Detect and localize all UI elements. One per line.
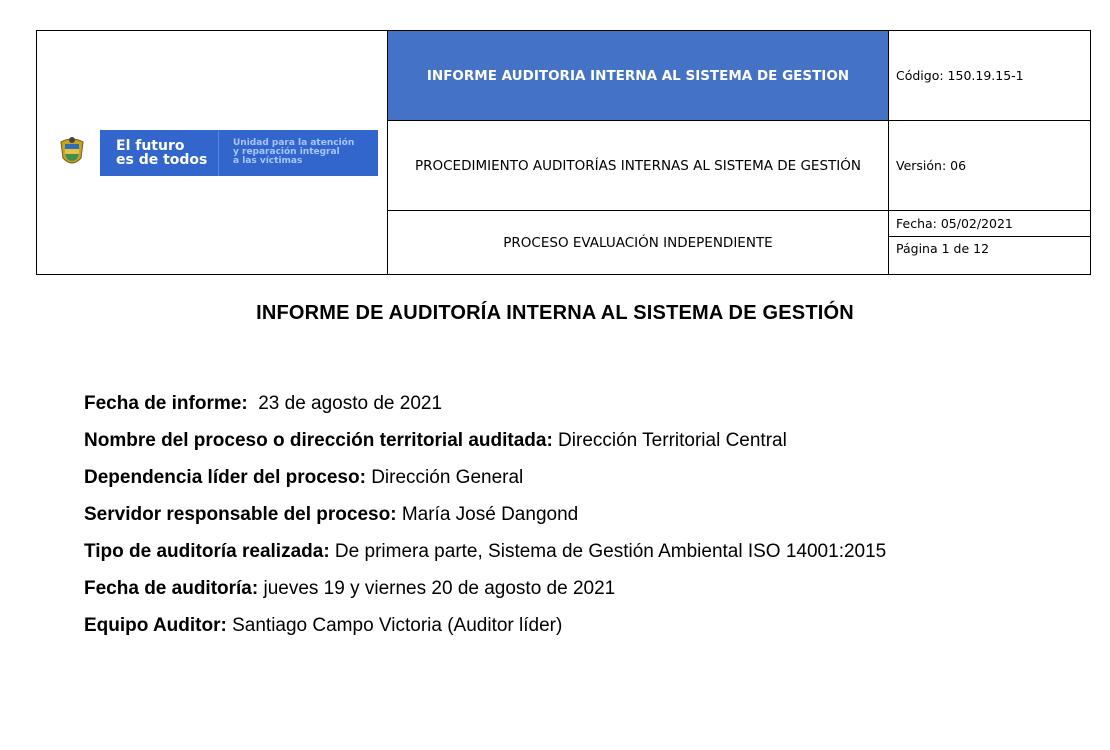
field-lead-department — [84, 467, 1030, 489]
logo-cell — [37, 31, 388, 275]
header-date: Fecha: 05/02/2021 — [889, 211, 1091, 237]
logo-slogan — [100, 130, 218, 176]
logo-tagline-line1: Unidad para la atención — [233, 138, 355, 148]
field-process-name — [84, 430, 1030, 452]
header-process: PROCESO EVALUACIÓN INDEPENDIENTE — [388, 211, 889, 275]
header-code: Código: 150.19.15-1 — [889, 31, 1091, 121]
field-label: Nombre del proceso o dirección territorial auditada: — [84, 430, 553, 451]
field-value: Dirección Territorial Central — [552, 430, 787, 451]
field-value: jueves 19 y viernes 20 de agosto de 2021 — [258, 578, 616, 599]
field-report-date — [84, 393, 1030, 415]
header-page-number: Página 1 de 12 — [889, 237, 1091, 275]
field-audit-type — [84, 541, 1030, 563]
field-value: Santiago Campo Victoria (Auditor líder) — [226, 615, 563, 636]
header-version: Versión: 06 — [889, 121, 1091, 211]
document-title: INFORME DE AUDITORÍA INTERNA AL SISTEMA DE GESTIÓN — [256, 302, 854, 324]
field-value: Dirección General — [365, 467, 524, 488]
field-audit-team — [84, 615, 1030, 637]
field-label: Fecha de informe: — [84, 393, 248, 414]
field-label: Servidor responsable del proceso: — [84, 504, 397, 525]
header-procedure: PROCEDIMIENTO AUDITORÍAS INTERNAS AL SISTEMA DE GESTIÓN — [388, 121, 889, 211]
field-label: Dependencia líder del proceso: — [84, 467, 366, 488]
field-label: Fecha de auditoría: — [84, 578, 259, 599]
logo-tagline-line2: y reparación integral — [233, 147, 340, 157]
colombia-coat-of-arms-icon — [44, 130, 100, 176]
logo-tagline-line3: a las víctimas — [233, 156, 303, 166]
field-value: De primera parte, Sistema de Gestión Ambiental ISO 14001:2015 — [329, 541, 887, 562]
document-header-table — [36, 30, 1091, 275]
header-title: INFORME AUDITORIA INTERNA AL SISTEMA DE GESTION — [388, 31, 889, 121]
field-label: Tipo de auditoría realizada: — [84, 541, 330, 562]
field-value: 23 de agosto de 2021 — [247, 393, 443, 414]
report-fields — [84, 393, 1030, 652]
field-label: Equipo Auditor: — [84, 615, 227, 636]
logo-slogan-line1: El futuro — [116, 137, 185, 154]
field-responsible-official — [84, 504, 1030, 526]
logo-slogan-line2: es de todos — [116, 151, 208, 168]
logo-tagline — [218, 130, 378, 176]
field-audit-date — [84, 578, 1030, 600]
institution-logo — [44, 130, 378, 176]
field-value: María José Dangond — [396, 504, 579, 525]
